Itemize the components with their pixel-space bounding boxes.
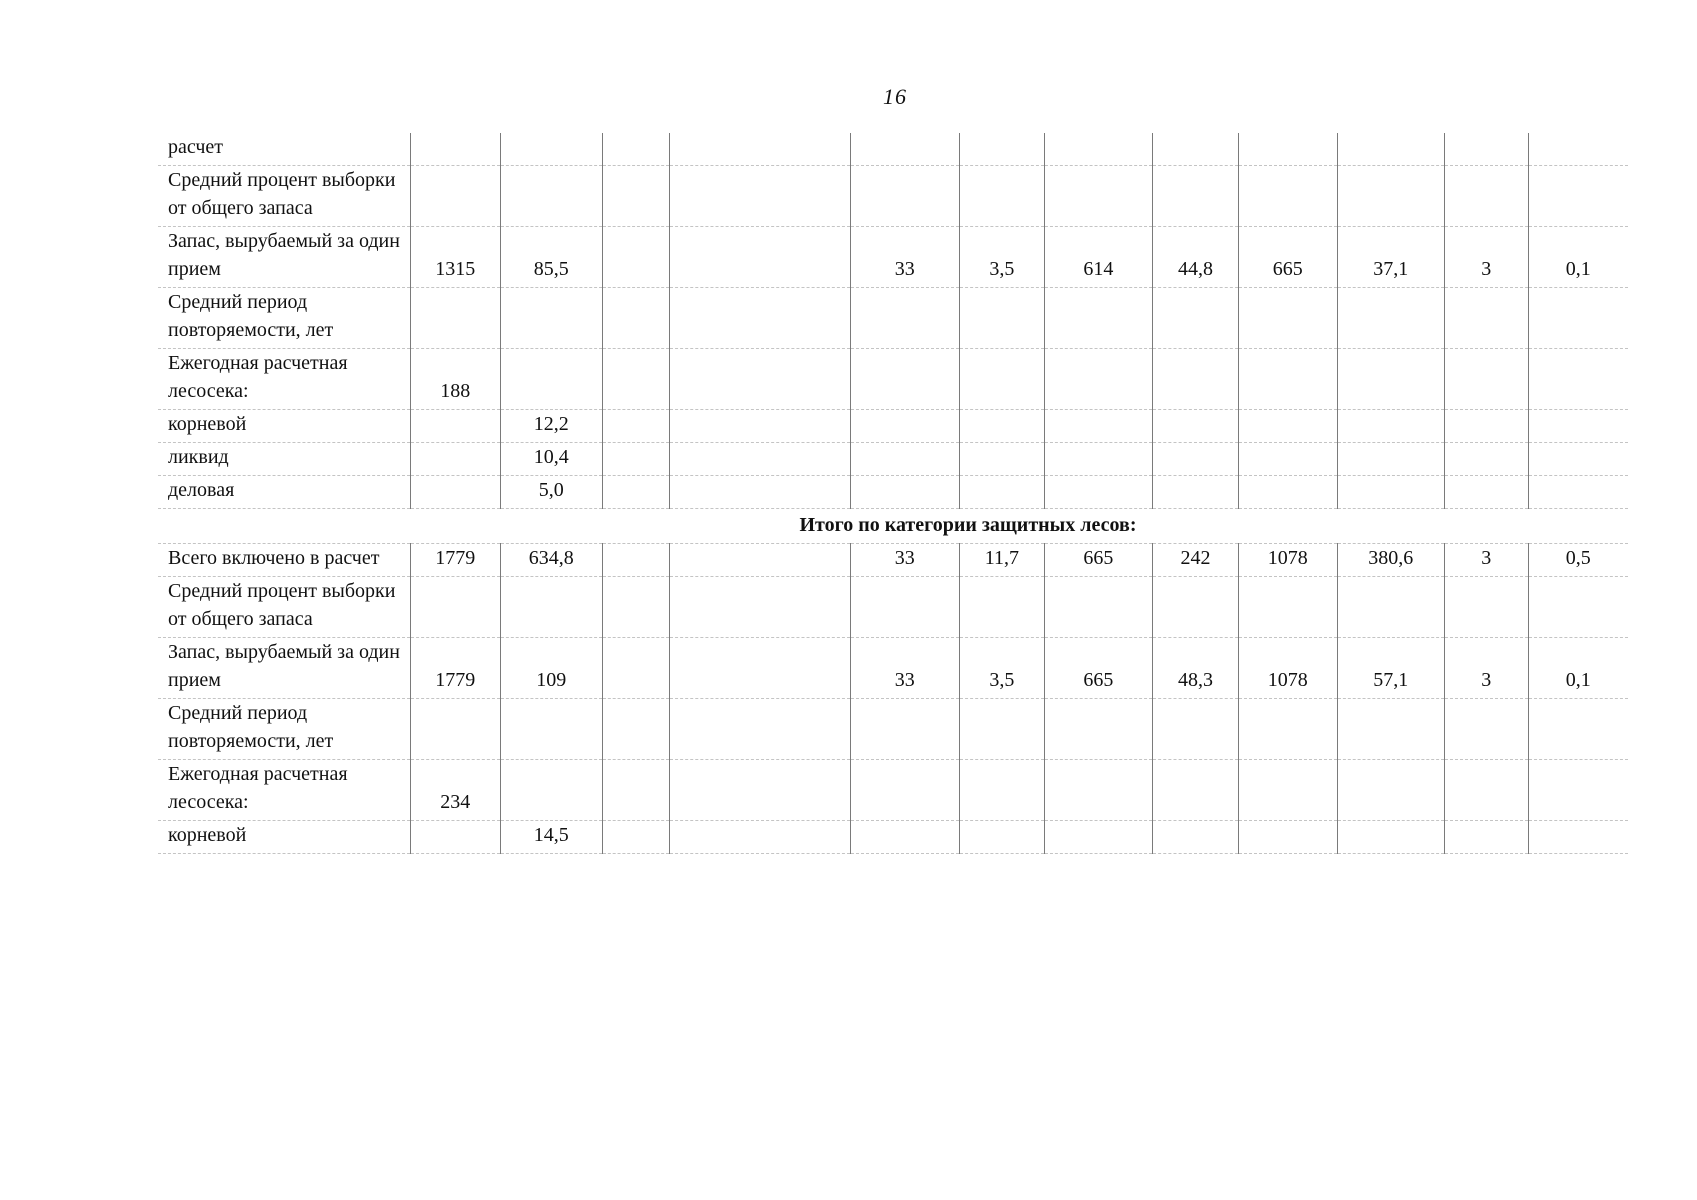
table-cell — [1528, 410, 1628, 443]
table-cell: 3 — [1444, 227, 1528, 288]
table-row — [158, 760, 1628, 821]
table-cell — [1153, 476, 1239, 509]
table-cell — [1444, 577, 1528, 638]
table-cell — [1044, 166, 1152, 227]
table-cell — [1238, 760, 1337, 821]
row-label: Ежегодная расчетная лесосека: — [158, 349, 410, 410]
table-cell — [670, 577, 850, 638]
table-cell: 0,1 — [1528, 638, 1628, 699]
table-cell — [410, 288, 500, 349]
table-cell — [1444, 476, 1528, 509]
table-cell — [959, 288, 1044, 349]
table-cell — [410, 443, 500, 476]
table-cell — [1044, 821, 1152, 854]
table-cell — [410, 821, 500, 854]
table-cell — [1337, 166, 1444, 227]
table-cell — [1044, 443, 1152, 476]
table-cell — [500, 760, 602, 821]
row-label: расчет — [158, 133, 410, 166]
table-cell — [602, 166, 670, 227]
table-row — [158, 699, 1628, 760]
table-cell: 57,1 — [1337, 638, 1444, 699]
table-cell — [670, 133, 850, 166]
table-cell — [959, 699, 1044, 760]
table-cell: 0,1 — [1528, 227, 1628, 288]
table-cell — [1238, 821, 1337, 854]
table-cell: 188 — [410, 349, 500, 410]
table-cell — [602, 227, 670, 288]
table-cell — [1337, 577, 1444, 638]
table-cell — [602, 133, 670, 166]
table-cell — [410, 410, 500, 443]
page-number: 16 — [883, 84, 907, 109]
table-cell — [1444, 166, 1528, 227]
table-cell — [1337, 760, 1444, 821]
table-cell — [1528, 349, 1628, 410]
table-cell — [1044, 410, 1152, 443]
table-cell — [410, 476, 500, 509]
table-cell — [1528, 443, 1628, 476]
table-cell — [1153, 410, 1239, 443]
table-cell — [1444, 443, 1528, 476]
section-title: Итого по категории защитных лесов: — [799, 514, 1137, 536]
table-cell: 5,0 — [500, 476, 602, 509]
table-cell — [500, 699, 602, 760]
table-cell: 33 — [850, 638, 959, 699]
table-cell — [410, 133, 500, 166]
table-cell — [1238, 699, 1337, 760]
table-row — [158, 349, 1628, 410]
table-row — [158, 544, 1628, 577]
row-label: Средний процент выборки от общего запаса — [158, 577, 410, 638]
table-cell — [670, 288, 850, 349]
table-cell — [1444, 760, 1528, 821]
table-cell — [850, 166, 959, 227]
row-label: корневой — [158, 821, 410, 854]
table-cell: 665 — [1044, 544, 1152, 577]
row-label: Ежегодная расчетная лесосека: — [158, 760, 410, 821]
table-cell — [1444, 410, 1528, 443]
table-cell: 234 — [410, 760, 500, 821]
table-cell — [670, 699, 850, 760]
table-cell — [602, 288, 670, 349]
table-cell — [1238, 577, 1337, 638]
table-cell — [602, 410, 670, 443]
section-header — [158, 509, 1628, 544]
table-cell — [500, 349, 602, 410]
table-cell — [1153, 166, 1239, 227]
table-cell: 33 — [850, 544, 959, 577]
table-cell — [1528, 699, 1628, 760]
table-cell — [1337, 821, 1444, 854]
table-row — [158, 227, 1628, 288]
table-cell — [959, 349, 1044, 410]
table-cell — [850, 476, 959, 509]
table-cell — [959, 410, 1044, 443]
table-cell — [1528, 166, 1628, 227]
table-cell: 614 — [1044, 227, 1152, 288]
row-label: Запас, вырубаемый за один прием — [158, 638, 410, 699]
table-cell — [1337, 443, 1444, 476]
table-cell: 33 — [850, 227, 959, 288]
table-cell: 665 — [1238, 227, 1337, 288]
table-cell: 3,5 — [959, 638, 1044, 699]
table-cell: 11,7 — [959, 544, 1044, 577]
table-cell — [1444, 821, 1528, 854]
table-cell — [1153, 760, 1239, 821]
rows-before — [158, 133, 1628, 509]
row-label: ликвид — [158, 443, 410, 476]
table-row — [158, 476, 1628, 509]
table-cell: 10,4 — [500, 443, 602, 476]
table-cell: 3 — [1444, 638, 1528, 699]
table-cell — [602, 821, 670, 854]
table-cell — [670, 544, 850, 577]
row-label: корневой — [158, 410, 410, 443]
table-cell — [602, 544, 670, 577]
table-cell — [602, 577, 670, 638]
table-cell — [410, 699, 500, 760]
table-cell — [1528, 577, 1628, 638]
row-label: Средний процент выборки от общего запаса — [158, 166, 410, 227]
table-cell — [1044, 288, 1152, 349]
table-cell: 380,6 — [1337, 544, 1444, 577]
table-cell — [959, 133, 1044, 166]
table-cell — [959, 760, 1044, 821]
table-cell — [959, 166, 1044, 227]
table-row — [158, 133, 1628, 166]
table-cell — [1153, 133, 1239, 166]
table-row — [158, 288, 1628, 349]
table-cell — [850, 699, 959, 760]
table-cell — [1444, 288, 1528, 349]
table-cell: 0,5 — [1528, 544, 1628, 577]
table-cell — [959, 577, 1044, 638]
table-cell — [500, 166, 602, 227]
table-cell — [670, 410, 850, 443]
table-cell — [850, 577, 959, 638]
table-cell — [1238, 443, 1337, 476]
table-cell — [602, 760, 670, 821]
table-cell: 1078 — [1238, 638, 1337, 699]
table-cell: 3 — [1444, 544, 1528, 577]
table-cell — [670, 821, 850, 854]
table-cell — [410, 577, 500, 638]
table-cell — [850, 133, 959, 166]
table-cell — [850, 349, 959, 410]
table-cell — [500, 133, 602, 166]
table-cell — [1238, 166, 1337, 227]
table-cell — [1153, 699, 1239, 760]
table-cell — [1044, 699, 1152, 760]
table-cell — [1528, 288, 1628, 349]
table-cell: 665 — [1044, 638, 1152, 699]
table-cell — [602, 443, 670, 476]
table-cell: 14,5 — [500, 821, 602, 854]
table-cell — [850, 443, 959, 476]
table-cell — [1238, 349, 1337, 410]
table-cell: 12,2 — [500, 410, 602, 443]
table-cell — [670, 476, 850, 509]
table-cell — [1044, 476, 1152, 509]
table-cell: 242 — [1153, 544, 1239, 577]
table-cell — [1238, 133, 1337, 166]
table-cell — [850, 410, 959, 443]
table-cell — [1337, 699, 1444, 760]
table-row — [158, 410, 1628, 443]
table-cell — [1337, 410, 1444, 443]
row-label: Запас, вырубаемый за один прием — [158, 227, 410, 288]
table-cell — [959, 443, 1044, 476]
rows-after — [158, 544, 1628, 854]
table-cell — [1337, 476, 1444, 509]
table-row — [158, 443, 1628, 476]
table-cell: 1779 — [410, 638, 500, 699]
table-cell — [1444, 699, 1528, 760]
table-cell: 1779 — [410, 544, 500, 577]
table-cell: 109 — [500, 638, 602, 699]
table-cell — [1238, 288, 1337, 349]
table-cell — [1044, 349, 1152, 410]
table-cell — [1044, 133, 1152, 166]
table-row — [158, 638, 1628, 699]
table-cell — [850, 760, 959, 821]
section-title-cell — [158, 509, 1628, 544]
table-cell — [959, 476, 1044, 509]
table-cell — [1153, 577, 1239, 638]
table-cell — [602, 638, 670, 699]
table-cell — [1444, 349, 1528, 410]
table-cell: 37,1 — [1337, 227, 1444, 288]
table-cell — [1153, 443, 1239, 476]
row-label: деловая — [158, 476, 410, 509]
row-label: Средний период повторяемости, лет — [158, 699, 410, 760]
table-cell — [670, 760, 850, 821]
table-cell — [670, 349, 850, 410]
table-cell: 634,8 — [500, 544, 602, 577]
table-cell: 3,5 — [959, 227, 1044, 288]
table-cell: 1315 — [410, 227, 500, 288]
table-cell — [1153, 349, 1239, 410]
table-cell — [410, 166, 500, 227]
table-cell — [1153, 288, 1239, 349]
table-cell — [602, 699, 670, 760]
table-cell — [670, 166, 850, 227]
table-row — [158, 821, 1628, 854]
table-row — [158, 577, 1628, 638]
table-cell: 48,3 — [1153, 638, 1239, 699]
table-row — [158, 166, 1628, 227]
table-cell — [959, 821, 1044, 854]
table-cell — [1153, 821, 1239, 854]
table-cell — [670, 638, 850, 699]
table-cell — [1528, 133, 1628, 166]
table-cell — [1528, 821, 1628, 854]
table-cell — [500, 288, 602, 349]
table-cell — [850, 288, 959, 349]
table-cell — [1238, 476, 1337, 509]
row-label: Всего включено в расчет — [158, 544, 410, 577]
table-cell — [1337, 133, 1444, 166]
table-cell: 85,5 — [500, 227, 602, 288]
table-cell — [670, 227, 850, 288]
table-cell — [1528, 760, 1628, 821]
table-cell — [602, 476, 670, 509]
table-cell: 44,8 — [1153, 227, 1239, 288]
table-cell — [1337, 288, 1444, 349]
table-cell — [1238, 410, 1337, 443]
table-cell — [1528, 476, 1628, 509]
table-cell — [1044, 760, 1152, 821]
table-cell — [670, 443, 850, 476]
forest-table — [158, 133, 1628, 854]
table-cell — [500, 577, 602, 638]
table-cell — [1444, 133, 1528, 166]
table-cell — [1337, 349, 1444, 410]
row-label: Средний период повторяемости, лет — [158, 288, 410, 349]
table-cell: 1078 — [1238, 544, 1337, 577]
table-cell — [1044, 577, 1152, 638]
table-cell — [850, 821, 959, 854]
table-cell — [602, 349, 670, 410]
